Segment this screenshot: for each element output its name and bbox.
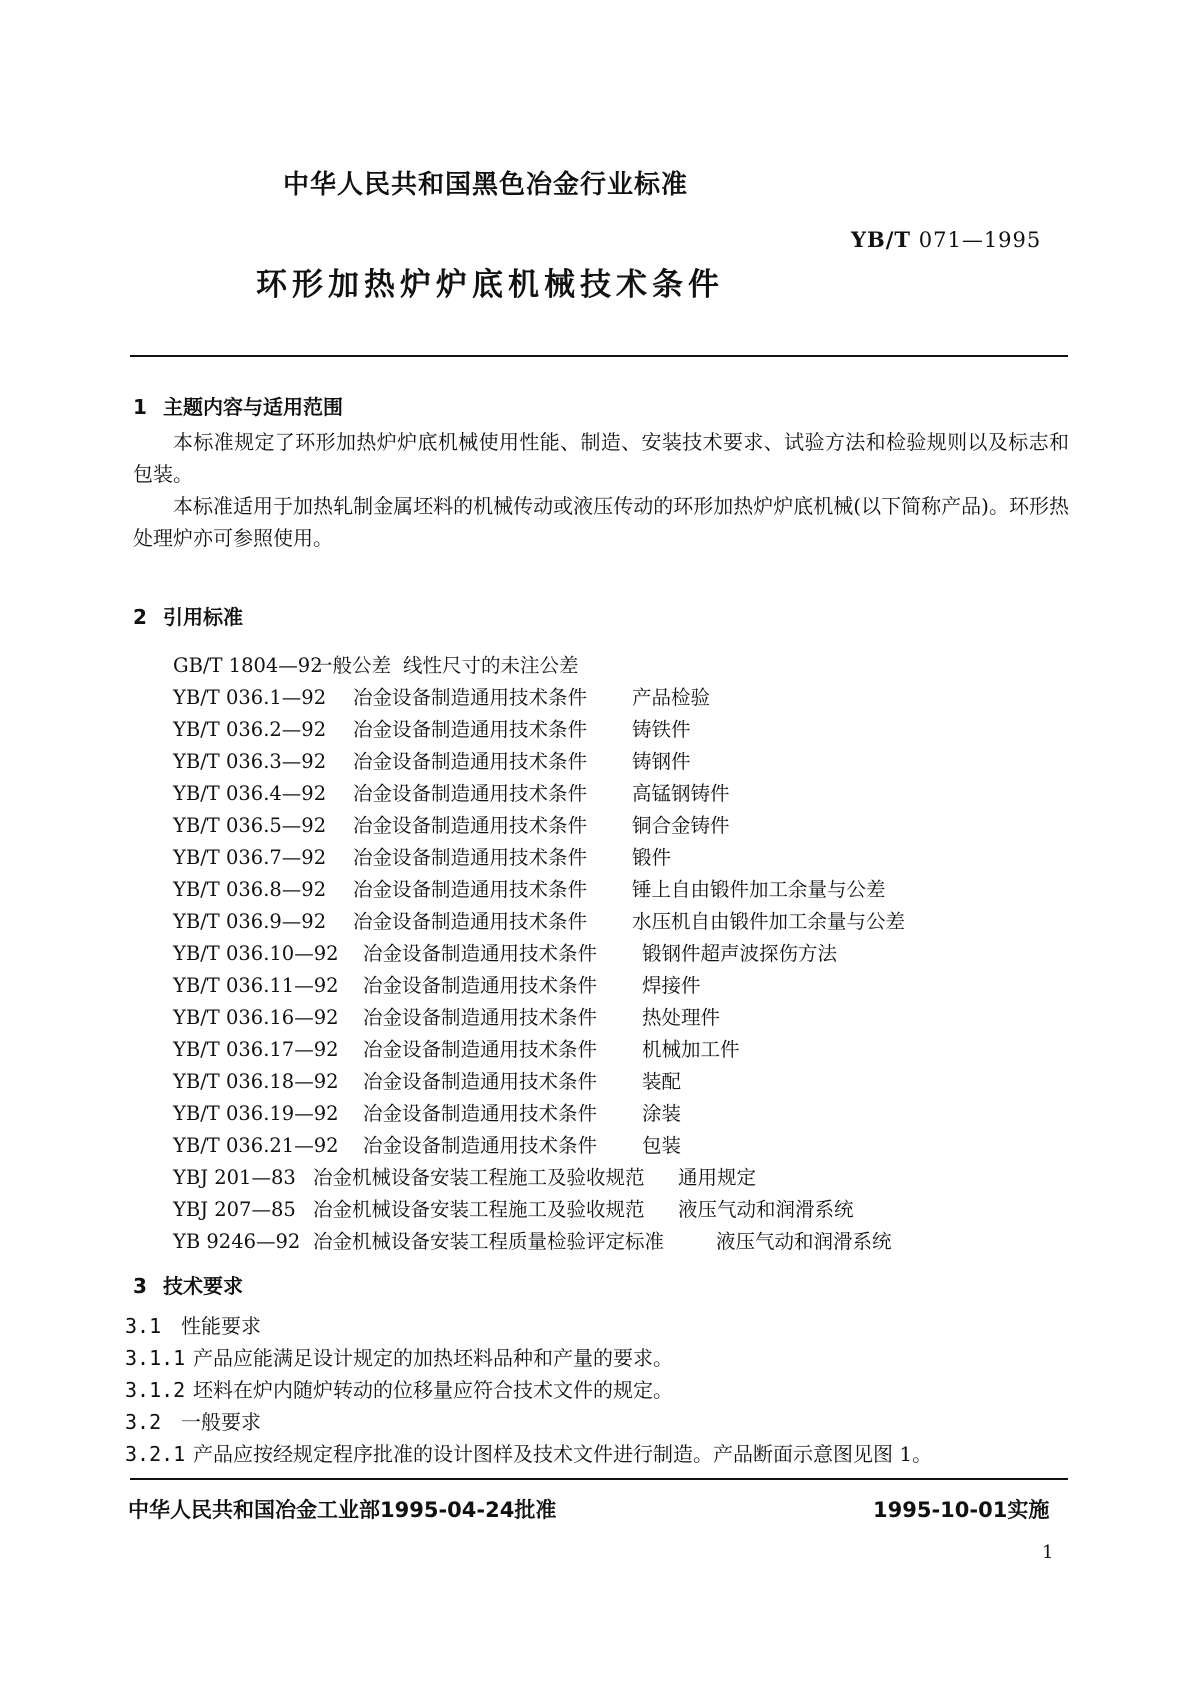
reference-subject: 涂装 xyxy=(642,1102,682,1125)
reference-item xyxy=(173,1002,905,1034)
clause-text: 产品应能满足设计规定的加热坯料品种和产量的要求。 xyxy=(193,1346,673,1370)
reference-subject: 铸钢件 xyxy=(632,750,691,773)
reference-code: YB/T 036.1—92 xyxy=(173,686,327,709)
reference-code: YB/T 036.2—92 xyxy=(173,718,327,741)
reference-name: 冶金设备制造通用技术条件 xyxy=(363,1134,598,1157)
section-1-title: 主题内容与适用范围 xyxy=(163,395,343,419)
reference-subject: 包装 xyxy=(642,1134,682,1157)
reference-subject: 高锰钢铸件 xyxy=(632,782,730,805)
section-1-paragraph: 本标准规定了环形加热炉炉底机械使用性能、制造、安装技术要求、试验方法和检验规则以及标志和包装。 xyxy=(133,430,1069,486)
clause-number: 3.2 xyxy=(125,1410,162,1434)
reference-code: YB/T 036.7—92 xyxy=(173,846,327,869)
reference-code: YB/T 036.11—92 xyxy=(173,974,339,997)
page-number: 1 xyxy=(1042,1542,1054,1563)
reference-item xyxy=(173,1066,905,1098)
reference-name: 冶金设备制造通用技术条件 xyxy=(363,974,598,997)
reference-item xyxy=(173,650,905,682)
reference-subject: 液压气动和润滑系统 xyxy=(716,1230,892,1253)
reference-name: 冶金设备制造通用技术条件 xyxy=(353,750,588,773)
reference-subject: 铜合金铸件 xyxy=(632,814,730,837)
reference-code: YB/T 036.5—92 xyxy=(173,814,327,837)
section-3-heading xyxy=(133,1270,243,1299)
clause-number: 3.1 xyxy=(125,1314,162,1338)
effective-date: 1995-10-01实施 xyxy=(873,1498,1050,1522)
clause-3-2 xyxy=(125,1406,261,1435)
clause-3-1-2 xyxy=(125,1374,673,1403)
document-title: 环形加热炉炉底机械技术条件 xyxy=(256,267,724,303)
reference-code: YB/T 036.10—92 xyxy=(173,942,339,965)
reference-standards-list xyxy=(173,650,905,1258)
reference-code: YB/T 036.17—92 xyxy=(173,1038,339,1061)
section-2-heading xyxy=(133,601,243,630)
reference-subject: 铸铁件 xyxy=(632,718,691,741)
section-2-title: 引用标准 xyxy=(163,605,243,629)
reference-name: 冶金机械设备安装工程质量检验评定标准 xyxy=(313,1230,665,1253)
reference-code: YB/T 036.9—92 xyxy=(173,910,327,933)
reference-subject: 机械加工件 xyxy=(642,1038,740,1061)
reference-name: 冶金设备制造通用技术条件 xyxy=(353,814,588,837)
reference-item xyxy=(173,1226,905,1258)
section-3-title: 技术要求 xyxy=(163,1274,243,1298)
reference-subject: 锻钢件超声波探伤方法 xyxy=(642,942,838,965)
reference-item xyxy=(173,682,905,714)
reference-item xyxy=(173,1034,905,1066)
section-1-paragraph: 本标准适用于加热轧制金属坯料的机械传动或液压传动的环形加热炉炉底机械(以下简称产品)。环形热处理炉亦可参照使用。 xyxy=(133,494,1069,550)
reference-code: YB/T 036.8—92 xyxy=(173,878,327,901)
reference-subject: 产品检验 xyxy=(632,686,711,709)
approval-date: 中华人民共和国冶金工业部1995-04-24批准 xyxy=(128,1498,557,1522)
reference-subject: 热处理件 xyxy=(642,1006,721,1029)
reference-code: YB/T 036.19—92 xyxy=(173,1102,339,1125)
reference-name: 冶金机械设备安装工程施工及验收规范 xyxy=(313,1198,645,1221)
reference-code: YB/T 036.18—92 xyxy=(173,1070,339,1093)
clause-3-1-1 xyxy=(125,1342,673,1371)
footer-divider xyxy=(130,1478,1068,1480)
reference-subject: 锤上自由锻件加工余量与公差 xyxy=(632,878,886,901)
reference-item xyxy=(173,842,905,874)
reference-name: 冶金设备制造通用技术条件 xyxy=(363,1070,598,1093)
reference-item xyxy=(173,810,905,842)
reference-name: 冶金设备制造通用技术条件 xyxy=(353,878,588,901)
reference-code: YB/T 036.21—92 xyxy=(173,1134,339,1157)
reference-item xyxy=(173,1098,905,1130)
standard-code-number: 071—1995 xyxy=(918,228,1042,252)
section-2-number: 2 xyxy=(133,605,147,629)
reference-item xyxy=(173,714,905,746)
reference-code: YB 9246—92 xyxy=(173,1230,301,1253)
reference-subject: 线性尺寸的未注公差 xyxy=(403,654,579,677)
clause-3-1 xyxy=(125,1310,261,1339)
clause-number: 3.1.2 xyxy=(125,1378,186,1402)
reference-subject: 通用规定 xyxy=(678,1166,757,1189)
reference-name: 冶金设备制造通用技术条件 xyxy=(353,782,588,805)
section-1-body xyxy=(133,426,1069,554)
reference-code: YB/T 036.4—92 xyxy=(173,782,327,805)
reference-name: 冶金设备制造通用技术条件 xyxy=(353,686,588,709)
reference-name: 冶金设备制造通用技术条件 xyxy=(363,942,598,965)
reference-item xyxy=(173,906,905,938)
reference-code: YBJ 201—83 xyxy=(173,1166,296,1189)
clause-number: 3.1.1 xyxy=(125,1346,186,1370)
reference-name: 一般公差 xyxy=(313,654,392,677)
reference-item xyxy=(173,970,905,1002)
issuing-organization: 中华人民共和国黑色冶金行业标准 xyxy=(283,170,689,200)
reference-item xyxy=(173,746,905,778)
reference-subject: 焊接件 xyxy=(642,974,701,997)
clause-text: 产品应按经规定程序批准的设计图样及技术文件进行制造。产品断面示意图见图 1。 xyxy=(193,1442,933,1466)
reference-name: 冶金设备制造通用技术条件 xyxy=(363,1038,598,1061)
reference-code: YBJ 207—85 xyxy=(173,1198,296,1221)
reference-item xyxy=(173,1162,905,1194)
section-1-heading xyxy=(133,391,343,420)
reference-name: 冶金设备制造通用技术条件 xyxy=(353,910,588,933)
reference-name: 冶金机械设备安装工程施工及验收规范 xyxy=(313,1166,645,1189)
reference-item xyxy=(173,938,905,970)
clause-number: 3.2.1 xyxy=(125,1442,186,1466)
reference-item xyxy=(173,1130,905,1162)
standard-code xyxy=(851,227,1041,252)
reference-subject: 水压机自由锻件加工余量与公差 xyxy=(632,910,906,933)
reference-item xyxy=(173,1194,905,1226)
header-divider xyxy=(130,355,1068,357)
standard-code-prefix: YB/T xyxy=(851,227,912,252)
reference-name: 冶金设备制造通用技术条件 xyxy=(353,846,588,869)
section-1-number: 1 xyxy=(133,395,147,419)
reference-item xyxy=(173,778,905,810)
section-3-number: 3 xyxy=(133,1274,147,1298)
reference-subject: 锻件 xyxy=(632,846,672,869)
reference-code: GB/T 1804—92 xyxy=(173,654,323,677)
reference-name: 冶金设备制造通用技术条件 xyxy=(363,1006,598,1029)
reference-code: YB/T 036.16—92 xyxy=(173,1006,339,1029)
clause-text: 坯料在炉内随炉转动的位移量应符合技术文件的规定。 xyxy=(193,1378,673,1402)
reference-name: 冶金设备制造通用技术条件 xyxy=(363,1102,598,1125)
reference-code: YB/T 036.3—92 xyxy=(173,750,327,773)
clause-text: 一般要求 xyxy=(181,1410,261,1434)
clause-text: 性能要求 xyxy=(181,1314,261,1338)
reference-name: 冶金设备制造通用技术条件 xyxy=(353,718,588,741)
clause-3-2-1 xyxy=(125,1438,932,1467)
reference-subject: 液压气动和润滑系统 xyxy=(678,1198,854,1221)
reference-subject: 装配 xyxy=(642,1070,682,1093)
reference-item xyxy=(173,874,905,906)
